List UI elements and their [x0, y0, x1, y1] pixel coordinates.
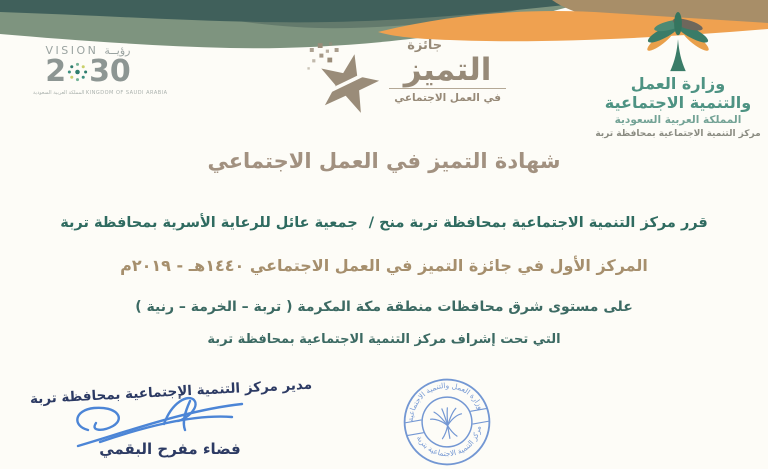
vision-2030-digits-30: 30: [89, 54, 131, 89]
grant-line: [0, 215, 768, 231]
region-line: على مستوى شرق محافظات منطقة مكة المكرمة ( تربة – الخرمة – رنية ): [135, 299, 633, 315]
ministry-logo: [592, 10, 764, 139]
ministry-name-line1: وزارة العمل: [630, 74, 726, 93]
stamp-bottom-text: مركز التنمية الاجتماعية بتربة: [414, 425, 483, 459]
stamp-top-text: وزارة العمل والتنمية الاجتماعية: [405, 380, 486, 422]
vision-2030-digit-2: 2: [45, 54, 67, 89]
ministry-name-line2: والتنمية الاجتماعية: [604, 93, 752, 112]
grantee-name: جمعية عائل للرعاية الأسرية بمحافظة تربة: [60, 215, 358, 231]
vision-2030-emblem-icon: [67, 60, 88, 84]
excellence-award-logo: [306, 38, 506, 120]
vision-2030-subtext: المملكة العربية السعودية KINGDOM OF SAUDI ARABIA: [33, 90, 168, 96]
signatory-title: مدير مركز التنمية الإجتماعية بمحافظة تربة: [29, 376, 313, 408]
stamp-palm-icon: [429, 406, 465, 441]
vision-2030-wordmark: VISION رؤيــة: [45, 44, 131, 57]
signatory-name: فضاء مفرح البقمي: [99, 440, 241, 458]
grant-line-prefix: قرر مركز التنمية الاجتماعية بمحافظة تربة منح /: [368, 215, 708, 231]
award-word-prize: جائزة: [407, 38, 443, 53]
signature-block: [18, 378, 318, 466]
award-word-social-work: في العمل الاجتماعي: [389, 88, 506, 104]
award-wordmark: [389, 38, 506, 104]
ministry-kingdom-line: المملكة العربية السعودية: [614, 114, 742, 126]
supervision-line: التي تحت إشراف مركز التنمية الاجتماعية بمحافظة تربة: [207, 332, 561, 347]
ministry-center-line: مركز التنمية الاجتماعية بمحافظة تربة: [595, 129, 761, 139]
award-rank-line: المركز الأول في جائزة التميز في العمل الاجتماعي ١٤٤٠هـ - ٢٠١٩م: [120, 256, 648, 275]
certificate-title: شهادة التميز في العمل الاجتماعي: [207, 149, 561, 173]
official-stamp-seal: [389, 367, 506, 469]
svg-text:وزارة العمل والتنمية الاجتماعي: [400, 374, 486, 423]
vision-2030-logo: [33, 44, 168, 96]
award-star-icon: [306, 40, 387, 120]
award-word-excellence: التميز: [403, 52, 492, 88]
palm-tree-icon: [639, 10, 717, 74]
vision-2030-year: [33, 54, 143, 89]
